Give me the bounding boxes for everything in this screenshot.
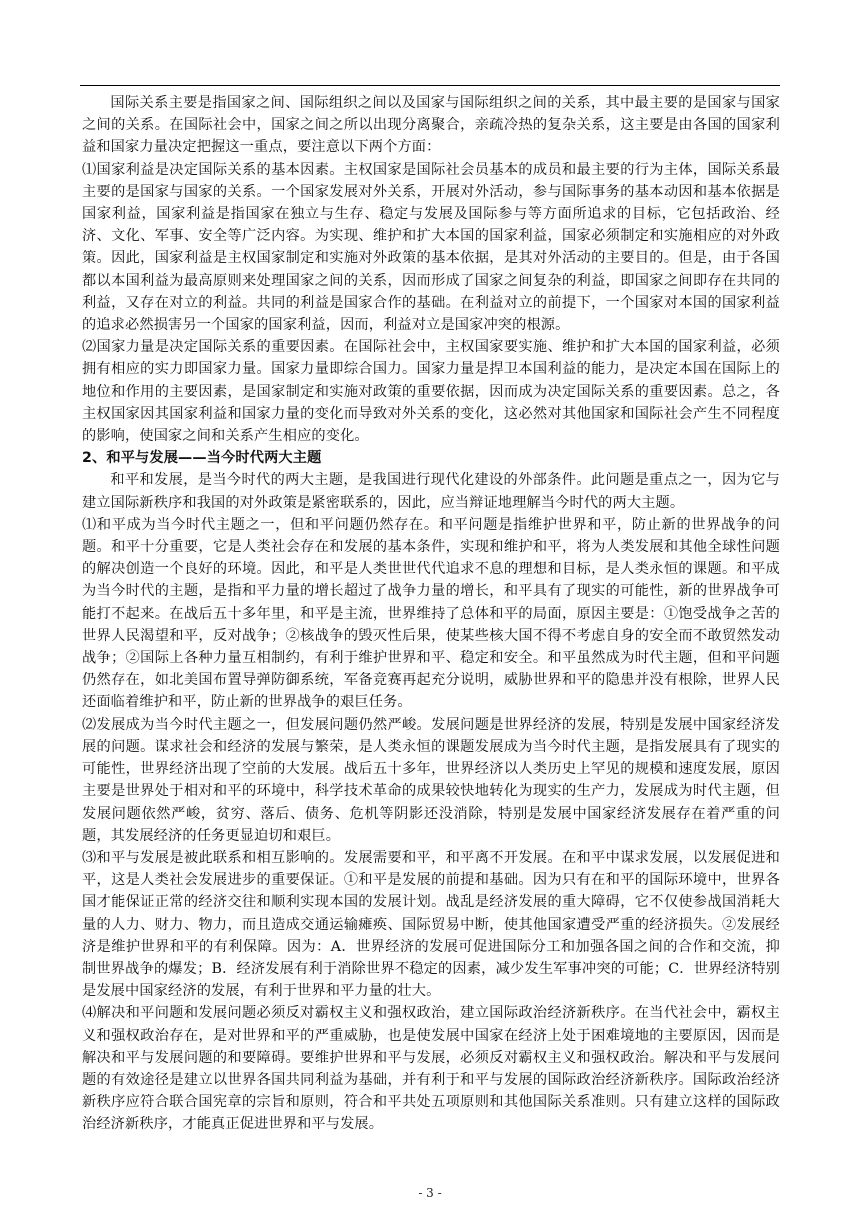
paragraph: ⑷解决和平问题和发展问题必须反对霸权主义和强权政治，建立国际政治经济新秩序。在当代社会中，霸权主义和强权政治存在，是对世界和平的严重威胁，也是使发展中国家在经济上处于困难境地的主要原因，因而是解决和平与发展问题的和要障碍。要维护世界和平与发展，必须反对霸权主义和强权政治。解决和平与发展问题的有效途径是建立以世界各国共同利益为基础，并有利于和平与发展的国际政治经济新秩序。国际政治经济新秩序应符合联合国宪章的宗旨和原则，符合和平共处五项原则和其他国际关系准则。只有建立这样的国际政治经济新秩序，才能真正促进世界和平与发展。 <box>82 1005 780 1133</box>
header-rule <box>80 85 780 86</box>
paragraph: ⑵发展成为当今时代主题之一，但发展问题仍然严峻。发展问题是世界经济的发展，特别是发展中国家经济发展的问题。谋求社会和经济的发展与繁荣，是人类永恒的课题发展成为当今时代主题，是指发展具有了现实的可能性，世界经济出现了空前的大发展。战后五十多年，世界经济以人类历史上罕见的规模和速度发展，原因主要是世界处于相对和平的环境中，科学技术革命的成果较快地转化为现实的生产力，发展成为时代主题，但发展问题依然严峻，贫穷、落后、债务、危机等阴影还没消除，特别是发展中国家经济发展存在着严重的问题，其发展经济的任务更显迫切和艰巨。 <box>82 716 780 844</box>
paragraph: ⑴和平成为当今时代主题之一，但和平问题仍然存在。和平问题是指维护世界和平，防止新的世界战争的问题。和平十分重要，它是人类社会存在和发展的基本条件，实现和维护和平，将为人类发展和其他全球性问题的解决创造一个良好的环境。因此，和平是人类世世代代追求不息的理想和目标，是人类永恒的课题。和平成为当今时代的主题，是指和平力量的增长超过了战争力量的增长，和平具有了现实的可能性，新的世界战争可能打不起来。在战后五十多年里，和平是主流，世界维持了总体和平的局面，原因主要是：①饱受战争之苦的世界人民渴望和平，反对战争；②核战争的毁灭性后果，使某些核大国不得不考虑自身的安全而不敢贸然发动战争；②国际上各种力量互相制约，有利于维护世界和平、稳定和安全。和平虽然成为时代主题，但和平问题仍然存在，如北美国布置导弹防御系统，军备竞赛再起充分说明，威胁世界和平的隐患并没有根除，世界人民还面临着维护和平，防止新的世界战争的艰巨任务。 <box>82 516 780 711</box>
paragraph: ⑵国家力量是决定国际关系的重要因素。在国际社会中，主权国家要实施、维护和扩大本国的国家利益，必须拥有相应的实力即国家力量。国家力量即综合国力。国家力量是捍卫本国利益的能力，是决定本国在国际上的地位和作用的主要因素，是国家制定和实施对政策的重要依据，因而成为决定国际关系的重要因素。总之，各主权国家因其国家利益和国家力量的变化而导致对外关系的变化，这必然对其他国家和国际社会产生不同程度的影响，使国家之间和关系产生相应的变化。 <box>82 339 780 445</box>
page-number: - 3 - <box>418 1186 442 1200</box>
paragraph: 和平和发展，是当今时代的两大主题，是我国进行现代化建设的外部条件。此问题是重点之一，因为它与建立国际新秩序和我国的对外政策是紧密联系的，因此，应当辩证地理解当今时代的两大主题。 <box>82 472 780 511</box>
paragraph: ⑴国家利益是决定国际关系的基本因素。主权国家是国际社会员基本的成员和最主要的行为主体，国际关系最主要的是国家与国家的关系。一个国家发展对外关系，开展对外活动，参与国际事务的基本动因和基本依据是国家利益，国家利益是指国家在独立与生存、稳定与发展及国际参与等方面所追求的目标，它包括政治、经济、文化、军事、安全等广泛内容。为实现、维护和扩大本国的国家利益，国家必须制定和实施相应的对外政策。因此，国家利益是主权国家制定和实施对外政策的基本依据，是其对外活动的主要目的。但是，由于各国都以本国利益为最高原则来处理国家之间的关系，因而形成了国家之间复杂的利益，即国家之间即存在共同的利益，又存在对立的利益。共同的利益是国家合作的基础。在利益对立的前提下，一个国家对本国的国家利益的追求必然损害另一个国家的国家利益，因而，利益对立是国家冲突的根源。 <box>82 161 780 334</box>
body-text <box>82 92 780 1136</box>
section-heading: 2、和平与发展——当今时代两大主题 <box>82 450 322 467</box>
paragraph: ⑶和平与发展是被此联系和相互影响的。发展需要和平，和平离不开发展。在和平中谋求发展，以发展促进和平，这是人类社会发展进步的重要保证。①和平是发展的前提和基础。因为只有在和平的国际环境中，世界各国才能保证正常的经济交往和顺利实现本国的发展计划。战乱是经济发展的重大障碍，它不仅使参战国消耗大量的人力、财力、物力，而且造成交通运输瘫痪、国际贸易中断，使其他国家遭受严重的经济损失。②发展经济是维护世界和平的有利保障。因为：A．世界经济的发展可促进国际分工和加强各国之间的合作和交流，抑制世界战争的爆发；B．经济发展有利于消除世界不稳定的因素，减少发生军事冲突的可能；C．世界经济特别是发展中国家经济的发展，有利于世界和平力量的壮大。 <box>82 849 780 1000</box>
paragraph: 国际关系主要是指国家之间、国际组织之间以及国家与国际组织之间的关系，其中最主要的是国家与国家之间的关系。在国际社会中，国家之间之所以出现分离聚合，亲疏冷热的复杂关系，这主要是由各国的国家利益和国家力量决定把握这一重点，要注意以下两个方面： <box>82 95 780 156</box>
